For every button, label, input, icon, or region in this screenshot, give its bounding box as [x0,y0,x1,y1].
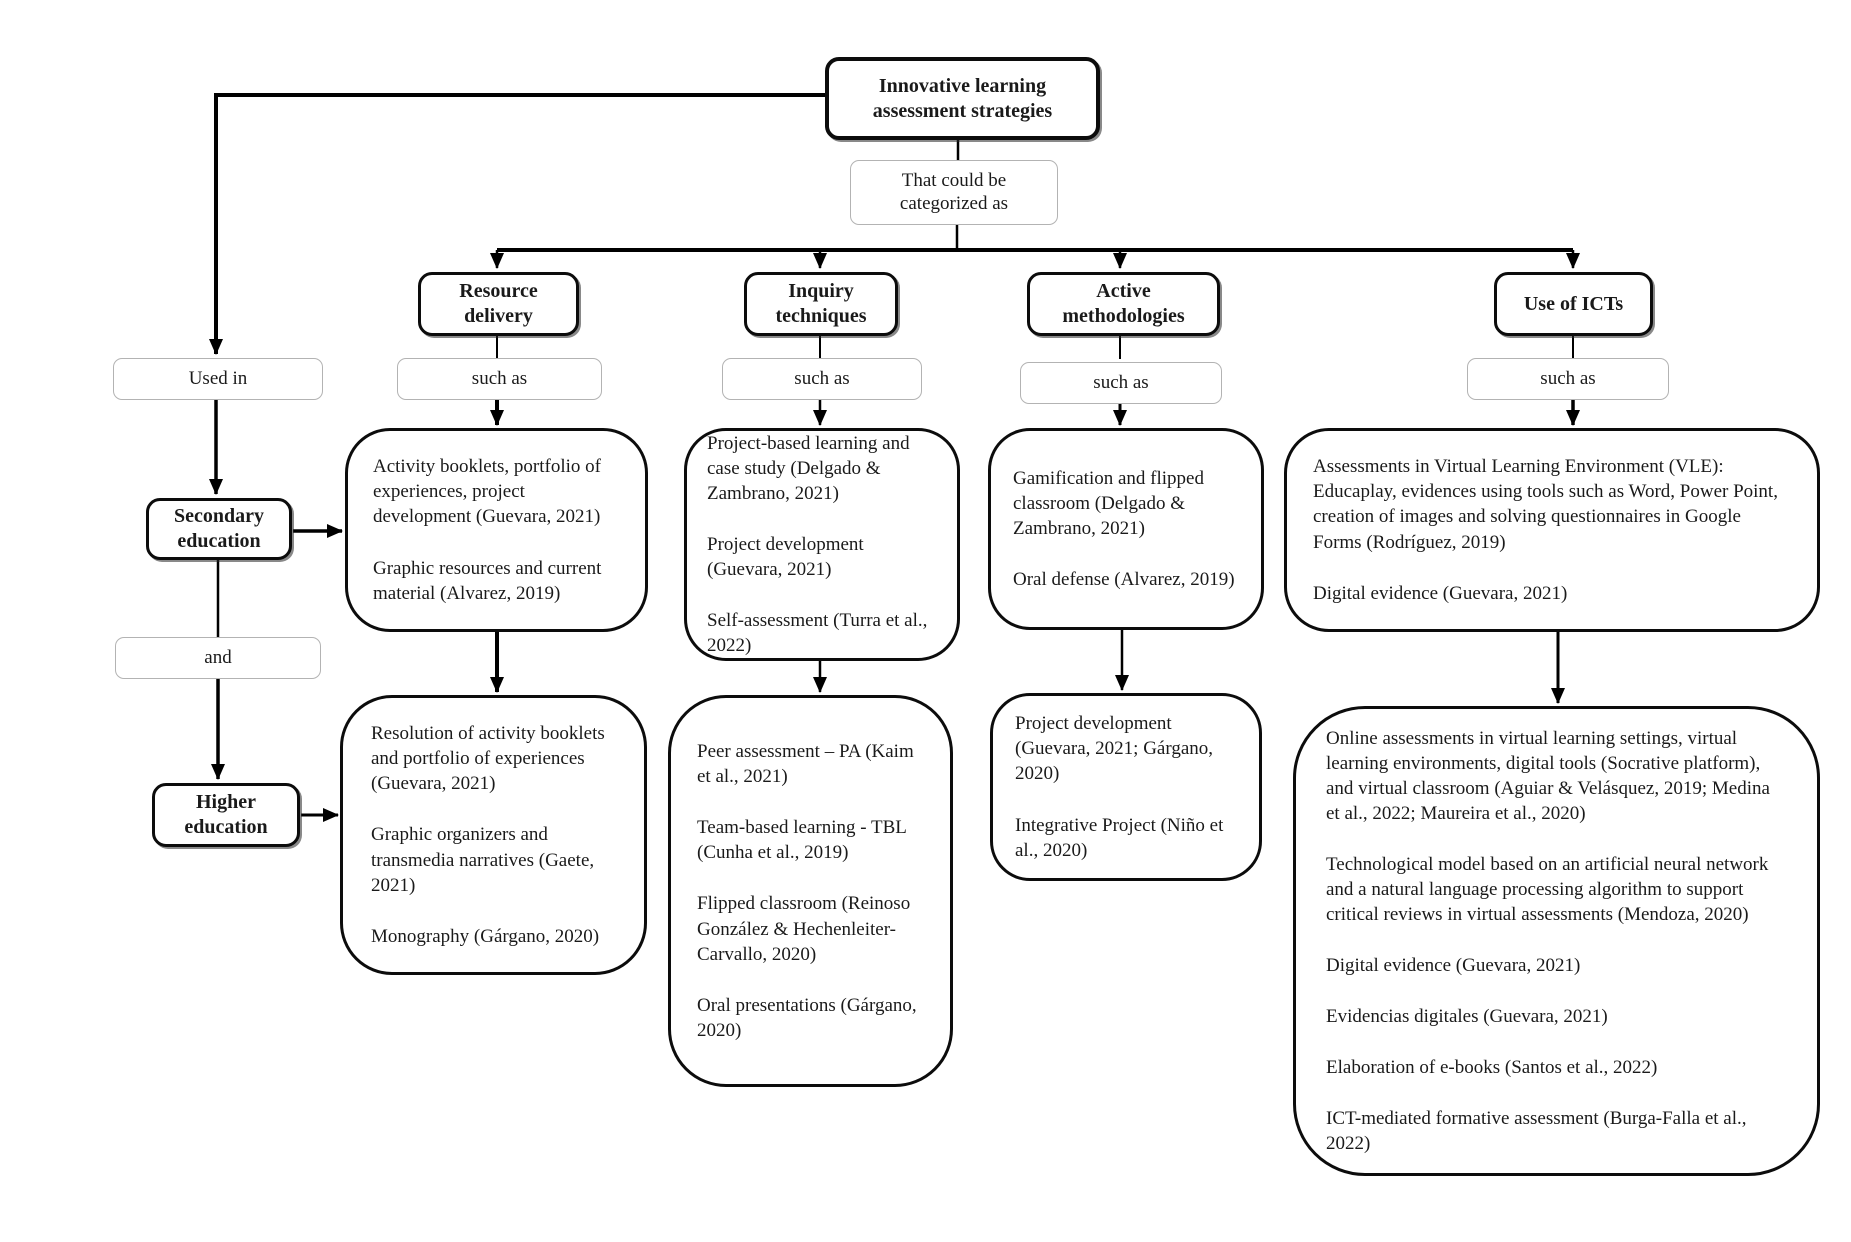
content-inquiry-secondary [684,428,960,661]
root-node [825,57,1100,140]
content-active-secondary [988,428,1264,630]
content-paragraph: Graphic resources and current material (Alvarez, 2019) [373,557,602,604]
content-paragraph: Resolution of activity booklets and portfolio of experiences (Guevara, 2021) [371,723,605,795]
node-higher-education [152,783,300,847]
content-paragraph: Integrative Project (Niño et al., 2020) [1015,814,1224,861]
root-node-label: Innovative learning assessment strategies [872,74,1053,122]
categorized-as-label [850,160,1058,225]
content-icts-secondary [1284,428,1820,632]
content-paragraph: Gamification and flipped classroom (Delgado & Zambrano, 2021) [1013,467,1204,539]
category-label: Inquiry techniques [775,280,867,327]
content-resource-secondary [345,428,648,632]
content-paragraph: Oral presentations (Gárgano, 2020) [697,994,917,1041]
content-paragraph: Project development (Guevara, 2021) [707,533,864,581]
content-paragraph: Peer assessment – PA (Kaim et al., 2021) [697,741,914,788]
content-paragraph: Project development (Guevara, 2021; Gárgano, 2020) [1015,713,1214,785]
content-paragraph: Technological model based on an artificial neural network and a natural language processing algorithm to support critical reviews in virtual assessments (Mendoza, 2020) [1326,853,1769,925]
content-paragraph: Project-based learning and case study (Delgado & Zambrano, 2021) [707,432,910,504]
content-paragraph: Digital evidence (Guevara, 2021) [1326,955,1581,977]
content-paragraph: Digital evidence (Guevara, 2021) [1313,582,1568,604]
content-paragraph: Team-based learning - TBL (Cunha et al., 2019) [697,817,907,864]
content-paragraph: Self-assessment (Turra et al., 2022) [707,610,928,657]
category-label: Active methodologies [1062,280,1185,327]
content-paragraph: Elaboration of e-books (Santos et al., 2022) [1326,1057,1658,1079]
suchas-icts-label [1467,358,1669,400]
suchas-resource-label [397,358,602,400]
category-label: Use of ICTs [1523,292,1624,315]
suchas-inquiry-label [722,358,922,400]
and-label [115,637,321,679]
suchas-text: such as [471,367,528,389]
content-resource-higher [340,695,647,975]
content-paragraph: Monography (Gárgano, 2020) [371,925,600,947]
content-icts-higher [1293,706,1820,1176]
content-paragraph: Graphic organizers and transmedia narratives (Gaete, 2021) [371,824,595,896]
and-text: and [204,646,232,668]
node-secondary-education [146,498,292,560]
category-inquiry-techniques [744,272,898,336]
higher-education-label: Higher education [184,791,268,838]
content-paragraph: Oral defense (Alvarez, 2019) [1013,569,1235,591]
suchas-text: such as [1540,367,1596,389]
content-paragraph: Flipped classroom (Reinoso González & Hechenleiter-Carvallo, 2020) [697,893,911,965]
used-in-label [113,358,323,400]
content-inquiry-higher [668,695,953,1087]
content-paragraph: ICT-mediated formative assessment (Burga-Falla et al., 2022) [1326,1108,1747,1155]
category-active-methodologies [1027,272,1220,336]
category-label: Resource delivery [459,280,538,327]
secondary-education-label: Secondary education [174,505,264,552]
used-in-text: Used in [188,367,248,389]
suchas-text: such as [1093,371,1149,393]
content-active-higher [990,693,1262,881]
content-paragraph: Evidencias digitales (Guevara, 2021) [1326,1006,1608,1028]
content-paragraph: Assessments in Virtual Learning Environment (VLE): Educaplay, evidences using tools such as Word, Power Point, creation of images and solving questionnaires in Google Forms (Rodríguez, 2019) [1313,456,1778,553]
suchas-text: such as [794,367,850,389]
suchas-active-label [1020,362,1222,404]
category-use-of-icts [1494,272,1653,336]
categorized-as-text: That could be categorized as [899,169,1009,214]
content-paragraph: Online assessments in virtual learning settings, virtual learning environments, digital tools (Socrative platform), and virtual classroom (Aguiar & Velásquez, 2019; Medina et al., 2022; Maureira et al., 2020) [1326,727,1770,824]
content-paragraph: Activity booklets, portfolio of experiences, project development (Guevara, 2021) [373,456,601,528]
category-resource-delivery [418,272,579,336]
